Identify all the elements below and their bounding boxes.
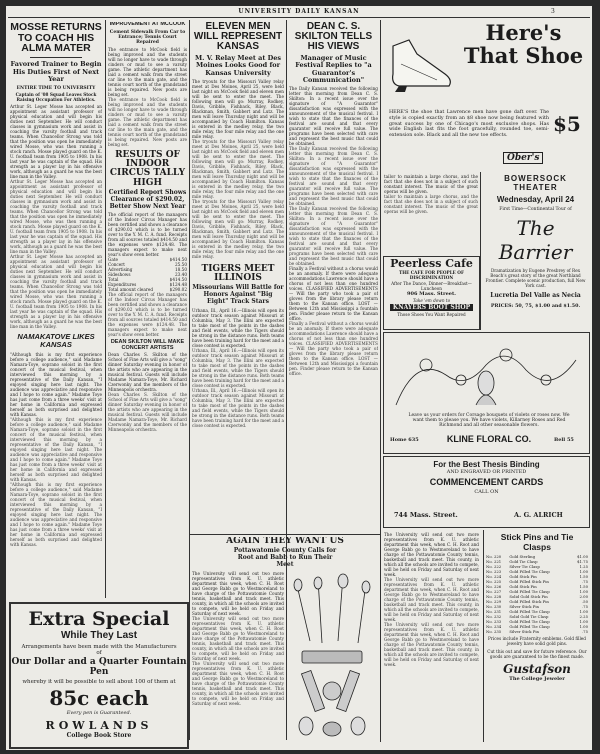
subhead-mosse: Favored Trainer to Begin His Duties First of Next Year [10,60,102,84]
stickpin-no: No. 228 [486,594,502,599]
article-mosse-body-3: Arthur St. Leger Mosse has accepted an appointment as assistant professor of physical education and will begin his duties next September. He will conduct classes in gymnasium work and assist in coaching the varsity football and track teams. When Chancellor Strong was told that the position was open he immediately wired Mosse, who was then running a stock ranch. Mosse played guard on the K. U. football team from 1905 to 1908. In his last year he was captain of the squad. His strength as a player lay in his offensive work, although as a guard he was the best line man in the Valley. [10,254,102,330]
stickpin-desc: Gold Stick Pin [509,584,537,589]
article-dean-body: Dean Charles S. Skilton of the School of Fine Arts will give a "song" dinner Saturday evening in honor of the artists who are appearing in the musical festival. Guests will include Madame Namara-Toye, Mr. Richard Czerwonky and the members of the Minneapolis orchestra. [108,351,187,392]
stickpin-price: 1.00 [579,609,588,614]
article-skilton-body: The Daily Kansan received the following letter this morning from Dean C. S. Skilton: In a recent issue over the signature of "A Guarantor" dissatisfaction was expressed with the announcement of the musical festival. I wish to state that the finances of the festival are sound and that every guarantor will receive full value. The programs have been selected with care and represent the best music that could be obtained. [289,86,378,147]
column-divider [105,20,106,598]
article-again-body-3: The University will send out two more representatives from K. U. athletic department this week, when C. H. Root and George Babb go to Westmoreland to have charge of the Pottawatomie County tennis, basketball and track meet. This county, in which all the schools are invited to compete, will be held on Friday and Saturday of next week. [192,660,284,706]
stickpin-price: 1.00 [579,624,588,629]
article-again [192,537,378,742]
column-again-cont [384,532,479,744]
stickpin-no: No. 234 [486,624,502,629]
stickpin-no: No. 220 [486,554,502,559]
article-skilton-body-3: The Daily Kansan received the following letter this morning from Dean C. S. Skilton: In a recent issue over the signature of "A Guarantor" dissatisfaction was expressed with the announcement of the musical festival. I wish to state that the finances of the festival are sound and that every guarantor will receive full value. The programs have been selected with care and represent the best music that could be obtained. [289,206,378,267]
stickpin-no: No. 232 [486,614,502,619]
stickpin-price: 1.25 [579,564,588,569]
stickpin-price: $1.00 [577,554,588,559]
ad-extra-price: 85c each [49,686,149,710]
stickpin-desc: Gold Tie Clasp [509,559,538,564]
receipts-value: 18.50 [175,267,187,273]
pin-head-icon [314,577,322,589]
subhead-again: Pottawatomie County Calls for Root and Babb to Run Their Meet [233,547,337,568]
stickpins-store: Gustafson [503,662,571,676]
stickpin-no: No. 226 [486,584,502,589]
bowersock-name: BOWERSOCK THEATER [504,174,567,192]
ad-shoe-body: HERE'S the shoe that Lawrence men have gone daft over. The style is copied exactly from an $8 shoe now being featured with great success by one of Chicago's most exclusive shops. Has wide English last fits the foot gracefully, rounded toe, semi-extension sole. Black and all the new toe effects. [389,110,549,139]
receipts-value: 25.50 [175,262,187,268]
stickpin-price: $1.75 [577,559,588,564]
receipts-label: Sideshows [108,272,131,278]
pin-head-icon [294,579,302,591]
headline-improvement: IMPROVEMENT AT MCCOOK [109,22,186,27]
ad-extra-line3: whereby it will be possible to sell about 100 of them at [22,679,176,685]
stickpin-desc: Silver Stick Pin [509,604,539,609]
bowersock-desc: Dramatization by Eugene Presbrey of Rex Beach's great story of the great Northland Frontier. Complete scenic production, full New York cast. [485,268,586,288]
peerless-sub: THE CAFE FOR PEOPLE OF DISCRIMINATION [399,270,464,280]
masthead: UNIVERSITY DAILY KANSAN [238,8,360,15]
article-again-body: The University will send out two more representatives from K. U. athletic department this week, when C. H. Root and George Babb go to Westmoreland to have charge of the Pottawatomie County tennis, basketball and track meet. This county, in which all the schools are invited to compete, will be held on Friday and Saturday of next week. [192,570,284,616]
ad-extra-store-sub: College Book Store [66,732,132,739]
headline-again: AGAIN THEY WANT US [226,537,344,546]
article-skilton-body-5: Finally a Festival without a chorus would be an anomaly. If there were adequate accommodations Lawrence should have a chorus of not less than one hundred voices. CLASSIFIED ADVERTISEMENTS — Will the party who took a pair of gloves from the library please return them to the Kansan office. LOST — Between 12th and Mississippi a fountain pen. Finder please return to the Kansan office. [289,321,378,377]
stickpins-table [486,554,588,634]
stickpin-price: .50 [581,599,588,604]
stickpin-price: 1.00 [579,589,588,594]
column-mosse [10,22,102,600]
peerless-hours: After The Dance, Dinner—Breakfast—Luncheon [391,281,472,291]
bowersock-date: Wednesday, April 24 [496,195,575,204]
article-dean-body-2: Dean Charles S. Skilton of the School of Fine Arts will give a "song" dinner Saturday evening in honor of the artists who are appearing in the musical festival. Guests will include Madame Namara-Toye, Mr. Richard Czerwonky and the members of the Minneapolis orchestra. [108,391,187,432]
ad-extra-headline: Extra Special [28,608,170,630]
thesis-call: CALL ON [474,489,499,495]
pin-head-icon [338,574,348,588]
boot-shop-sub: Those Shoes You Want Repaired [397,312,466,317]
ad-extra-note: Every pen is Guaranteed. [66,710,132,716]
stickpin-no: No. 231 [486,609,502,614]
bowersock-prices: PRICES: 50, 75, $1.00 and $1.50. [490,303,581,309]
stickpin-desc: Silver Tie Clasp [509,564,540,569]
receipts-label: Total [108,277,119,283]
stickpin-no: No. 229 [486,599,502,604]
emblem-icon [323,682,341,700]
stickpin-price: 2.25 [579,614,588,619]
headline-namakatove: NAMAKATOVE LIKES KANSAS [17,332,95,349]
receipts-table [108,257,187,292]
subhead-eleven-men: M. V. Relay Meet at Des Moines Looks Good for Kansas University [194,53,282,77]
thesis-address: 744 Mass. Street. [394,511,458,519]
thesis-main: COMMENCEMENT CARDS [429,477,544,487]
stickpin-desc: Gold Filled Stick Pin [509,599,549,604]
article-circus-body-2: The official report of the managers of the Indoor Circus Manager has been certified and shows a clearance of $290.02 which is to be turned over to the Y. M. C. A. fund. Receipts from all sources totaled $414.50 and the expenses were $124.48. The managers expect to make next year's show even better. [108,292,187,338]
ad-extra-line2: Our Dollar and a Quarter Fountain Pen [11,657,187,677]
column-relay [192,22,284,542]
article-circus-body: The official report of the managers of the Indoor Circus Manager has been certified and shows a clearance of $290.02 which is to be turned over to the Y. M. C. A. fund. Receipts from all sources totaled $414.50 and the expenses were $124.48. The managers expect to make next year's show even better. [108,212,187,258]
pin-head-icon [323,722,341,736]
stickpin-desc: Gold Filled Tie Clasp [509,609,550,614]
peerless-address: 906 Mass. Street. [406,291,457,297]
column-chorus-cont [384,174,478,254]
subhead-mosse-2: ENTIRE TIME TO UNIVERSITY [16,85,96,91]
kline-name: KLINE FLORAL CO. [446,434,532,444]
article-relay-body: The tryouts for the Missouri Valley relay meet at Des Moines, April 25, were held last night on McCook field and eleven men will be sent to enter the meet. The following men will go: Murray, Rodkey, Davis, Gribble, Fishback, Riley, Black, Blackman, Smith, Gabbert and Lutz. The men will leave Thursday night and will be accompanied by Coach Hamilton. Kansas is entered in the medley relay, the two mile relay, the four mile relay and the one mile relay. [192,78,284,139]
receipts-label: Gate [108,257,119,263]
headline-circus: RESULTS OF INDOOR CIRCUS TALLY HIGH [109,150,186,188]
stickpin-price: 1.50 [579,584,588,589]
article-improvement-body-2: The entrance to McCook field is being improved and the students will no longer have to wade through cinders or mud to see a varsity game. The athletic department has laid a cement walk from the street car line to the main gate, and the tennis court north of the grandstand is being repaired. New posts are being set. [108,97,187,148]
headline-eleven-men: ELEVEN MEN WILL REPRESENT KANSAS [193,22,283,53]
stickpins-note: Prices include Fraternity emblems. Gold filled jewelry have solid gold pins. [488,636,586,646]
shoe-icon [387,34,457,94]
article-tigers-body: Urbana, Ill., April 16.—Illinois will open its outdoor track season against Missouri at Columbia, May 3. The Illini are expected to take most of the points in the dashes and field events, while the Tigers should be strong in the distance runs. Both teams have been training hard for the meet and a close contest is expected. [192,307,284,348]
article-improvement-body: The entrance to McCook field is being improved and the students will no longer have to wade through cinders or mud to see a varsity game. The athletic department has laid a cement walk from the street car line to the main gate, and the tennis court north of the grandstand is being repaired. New posts are being set. [108,47,187,98]
column-mccook [108,22,187,600]
ad-extra-sub: While They Last [60,630,138,641]
kline-phone-left: Home 635 [390,437,419,443]
pin-head-icon [362,581,370,593]
subhead-mosse-3: Captain of '08 Squad Leaves Stock Raising Occupation For Athletics. [15,91,97,102]
pin-head-icon [351,717,365,735]
masthead-rule [8,17,590,18]
subhead-improvement: Cement Sidewalk From Car to Entrance; Tennis Court Repaired [109,29,186,45]
ad-thesis [383,456,590,528]
stickpin-no: No. 233 [486,619,502,624]
receipts-value: $290.02 [169,287,187,293]
article-tigers-body-3: Urbana, Ill., April 16.—Illinois will open its outdoor track season against Missouri at Columbia, May 3. The Illini are expected to take most of the points in the dashes and field events, while the Tigers should be strong in the distance runs. Both teams have been training hard for the meet and a close contest is expected. [192,387,284,428]
stickpin-no: No. 227 [486,589,502,594]
ad-stickpins [486,532,588,744]
bowersock-first: First Time—Continental Tour of [499,207,572,212]
ad-extra-special [9,602,189,749]
stickpin-no: No. 223 [486,569,502,574]
ad-extra-line1: Arrangements have been made with the Manufacturers of [21,644,177,656]
stickpin-desc: Solid Gold Stick Pin [509,594,548,599]
article-tigers-body-2: Urbana, Ill., April 16.—Illinois will open its outdoor track season against Missouri at Columbia, May 3. The Illini are expected to take most of the points in the dashes and field events, while the Tigers should be strong in the distance runs. Both teams have been training hard for the meet and a close contest is expected. [192,347,284,388]
headline-tigers: TIGERS MEET ILLINOIS [201,263,275,284]
ad-shoe-store: Ober's [503,152,543,164]
stickpin-price: .75 [581,579,588,584]
article-skilton-body-2: The Daily Kansan received the following letter this morning from Dean C. S. Skilton: In a recent issue over the signature of "A Guarantor" dissatisfaction was expressed with the announcement of the musical festival. I wish to state that the finances of the festival are sound and that every guarantor will receive full value. The programs have been selected with care and represent the best music that could be obtained. [289,146,378,207]
stickpin-no: No. 221 [486,559,502,564]
kline-phone-right: Bell 55 [554,437,574,443]
column-divider [380,20,381,530]
pin-head-icon [299,717,313,735]
receipts-label: Concert [108,262,125,268]
again-cont-text-3: The University will send out two more representatives from K. U. athletic department this week, when C. H. Root and George Babb go to Westmoreland to have charge of the Pottawatomie County tennis, basketball and track meet. This county, in which all the schools are invited to compete, will be held on Friday and Saturday of next week. [384,622,479,667]
again-cont-text-2: The University will send out two more representatives from K. U. athletic department this week, when C. H. Root and George Babb go to Westmoreland to have charge of the Pottawatomie County tennis, basketball and track meet. This county, in which all the schools are invited to compete, will be held on Friday and Saturday of next week. [384,577,479,622]
stickpin-desc: Silver Stick Pin [509,629,539,634]
jewelry-illustration [288,571,376,742]
column-divider [189,20,190,740]
stickpin-price: 1.00 [579,619,588,624]
bowersock-actors: Lucretia Del Valle as Necia [490,292,581,299]
stickpins-store-sub: The College Jeweler [509,676,565,682]
ad-shoe-price: $5 [553,112,581,136]
subhead-tigers: Missourians Will Battle for Honors Against "Big Eight" Track Stars [192,284,284,306]
stickpins-cut: Cut this out and save for future reference. Our goods are guaranteed to be the finest made. [487,649,587,659]
again-cont-text: The University will send out two more representatives from K. U. athletic department this week, when C. H. Root and George Babb go to Westmoreland to have charge of the Pottawatomie County tennis, basketball and track meet. This county, in which all the schools are invited to compete, will be held on Friday and Saturday of next week. [384,532,479,577]
receipts-value: $414.50 [169,257,187,263]
article-relay-body-3: The tryouts for the Missouri Valley relay meet at Des Moines, April 25, were held last night on McCook field and eleven men will be sent to enter the meet. The following men will go: Murray, Rodkey, Davis, Gribble, Fishback, Riley, Black, Blackman, Smith, Gabbert and Lutz. The men will leave Thursday night and will be accompanied by Coach Hamilton. Kansas is entered in the medley relay, the two mile relay, the four mile relay and the one mile relay. [192,198,284,259]
newspaper-page [6,6,592,750]
stickpin-price: 2.00 [579,594,588,599]
stickpin-price: .75 [581,604,588,609]
boot-take-home: Take 'em down to [412,298,451,303]
chorus-cont-text-2: tailor to maintain a large chorus, and the fact that she does not in a subject of such constant interest. The music of the great operas will be given. [384,194,478,214]
headline-dean-skilton: DEAN SKILTON WILL MAKE CONCERT ARTISTS [110,339,185,352]
ad-kline-floral [383,332,590,454]
column-skilton [289,22,378,532]
stickpin-desc: Gold Stick Pin [509,574,537,579]
stickpin-desc: Gold Filled Tie Clasp [509,569,550,574]
article-relay-body-2: The tryouts for the Missouri Valley relay meet at Des Moines, April 25, were held last night on McCook field and eleven men will be sent to enter the meet. The following men will go: Murray, Rodkey, Davis, Gribble, Fishback, Riley, Black, Blackman, Smith, Gabbert and Lutz. The men will leave Thursday night and will be accompanied by Coach Hamilton. Kansas is entered in the medley relay, the two mile relay, the four mile relay and the one mile relay. [192,138,284,199]
woman-figure-icon [478,371,494,395]
stickpin-price: 1.50 [579,574,588,579]
stickpin-no: No. 230 [486,604,502,609]
stickpin-no: No. 224 [486,574,502,579]
receipts-label: Expenditures [108,282,137,288]
ad-peerless-cafe [383,256,480,330]
stickpin-price: 1.00 [579,569,588,574]
article-namakatove-body: "Although this is my first experience before a college audience," said Madame Namara-Toye, soprano soloist in the first concert of the musical festival, when interviewed this morning by a representative of the Daily Kansan, "I enjoyed singing here last night. The audience was appreciative and responsive and I hope to come again." Madame Toye has just come from a three weeks' visit at her home in California and expressed herself as both surprised and delighted with Kansas. [10,351,102,417]
thesis-sub: AND ENGRAVED OR PRINTED [446,469,527,475]
stickpin-desc: Gold Filled Tie Clasp [509,624,550,629]
stickpin-desc: Solid Gold Tie Clasp [509,614,549,619]
floral-illustration [386,335,586,410]
chorus-cont-text: tailor to maintain a large chorus, and the fact that she does not in a subject of such constant interest. The music of the great operas will be given. [384,174,478,194]
headline-mosse: MOSSE RETURNS TO COACH HIS ALMA MATER [10,22,102,55]
article-mosse-body-2: Arthur St. Leger Mosse has accepted an appointment as assistant professor of physical education and will begin his duties next September. He will conduct classes in gymnasium work and assist in coaching the varsity football and track teams. When Chancellor Strong was told that the position was open he immediately wired Mosse, who was then running a stock ranch. Mosse played guard on the K. U. football team from 1905 to 1908. In his last year he was captain of the squad. His strength as a player lay in his offensive work, although as a guard he was the best line man in the Valley. [10,179,102,255]
stickpin-row [486,629,588,634]
ad-shoe-heading: Here's That Shoe [463,20,584,68]
headline-skilton: DEAN C. S. SKILTON TELLS HIS VIEWS [294,22,373,53]
kline-body: Leave us your orders for Corsage bouquets of violets or roses now. We want them to please you. We have violets, Killarney Roses and Red Richmond and all other seasonable flowers. [408,413,570,428]
stickpin-no: No. 235 [486,629,502,634]
stickpin-desc: Gold Filled Tie Clasp [509,589,550,594]
stickpin-no: No. 225 [486,579,502,584]
article-mosse-body: Arthur St. Leger Mosse has accepted an appointment as assistant professor of physical education and will begin his duties next September. He will conduct classes in gymnasium work and assist in coaching the varsity football and track teams. When Chancellor Strong was told that the position was open he immediately wired Mosse, who was then running a stock ranch. Mosse played guard on the K. U. football team from 1905 to 1908. In his last year he was captain of the squad. His strength as a player lay in his offensive work, although as a guard he was the best line man in the Valley. [10,104,102,180]
thesis-heading: For the Best Thesis Binding [433,460,540,469]
tie-clasp-icon [302,651,362,663]
stickpin-no: No. 222 [486,564,502,569]
stickpin-price: .75 [581,629,588,634]
receipts-label: Advertising [108,267,133,273]
thesis-name: A. G. ALRICH [514,511,563,519]
ad-bowersock [483,174,588,328]
article-skilton-body-4: Finally a Festival without a chorus would be an anomaly. If there were adequate accommodations Lawrence should have a chorus of not less than one hundred voices. CLASSIFIED ADVERTISEMENTS — Will the party who took a pair of gloves from the library please return them to the Kansan office. LOST — Between 12th and Mississippi a fountain pen. Finder please return to the Kansan office. [289,266,378,322]
page-number: 3 [551,8,555,15]
receipts-value: $414.50 [169,277,187,283]
article-namakatove-body-2: "Although this is my first experience before a college audience," said Madame Namara-Toye, soprano soloist in the first concert of the musical festival, when interviewed this morning by a representative of the Daily Kansan, "I enjoyed singing here last night. The audience was appreciative and responsive and I hope to come again." Madame Toye has just come from a three weeks' visit at her home in California and expressed herself as both surprised and delighted with Kansas. [10,416,102,482]
subhead-circus: Certified Report Shows Clearance of $290.02, Better Show Next Year [108,188,187,210]
subhead-skilton: Manager of Music Festival Replies to "a Guarantor's Communication" [295,53,372,84]
stickpin-desc: Gold Sterling [509,554,536,559]
stickpin-desc: Gold Filled Stick Pin [509,579,549,584]
ad-extra-store: ROWLANDS [45,719,153,732]
receipts-label: Total amount cleared [108,287,154,293]
receipts-value: $124.48 [169,282,187,288]
article-again-body-2: The University will send out two more representatives from K. U. athletic department this week, when C. H. Root and George Babb go to Westmoreland to have charge of the Pottawatomie County tennis, basketball and track meet. This county, in which all the schools are invited to compete, will be held on Friday and Saturday of next week. [192,615,284,661]
article-namakatove-body-3: "Although this is my first experience before a college audience," said Madame Namara-Toye, soprano soloist in the first concert of the musical festival, when interviewed this morning by a representative of the Daily Kansan, "I enjoyed singing here last night. The audience was appreciative and responsive and I hope to come again." Madame Toye has just come from a three weeks' visit at her home in California and expressed herself as both surprised and delighted with Kansas. [10,481,102,547]
stickpins-heading: Stick Pins and Tie Clasps [500,532,574,552]
ad-shoe [383,20,588,172]
bowersock-play: The Barrier [498,216,573,264]
stickpin-desc: Gold Filled Tie Clasp [509,619,550,624]
receipts-value: 23.40 [175,272,187,278]
peerless-heading: Peerless Cafe [390,257,473,270]
boot-shop-name: KNAYERS BOOT SHOP [390,304,473,311]
